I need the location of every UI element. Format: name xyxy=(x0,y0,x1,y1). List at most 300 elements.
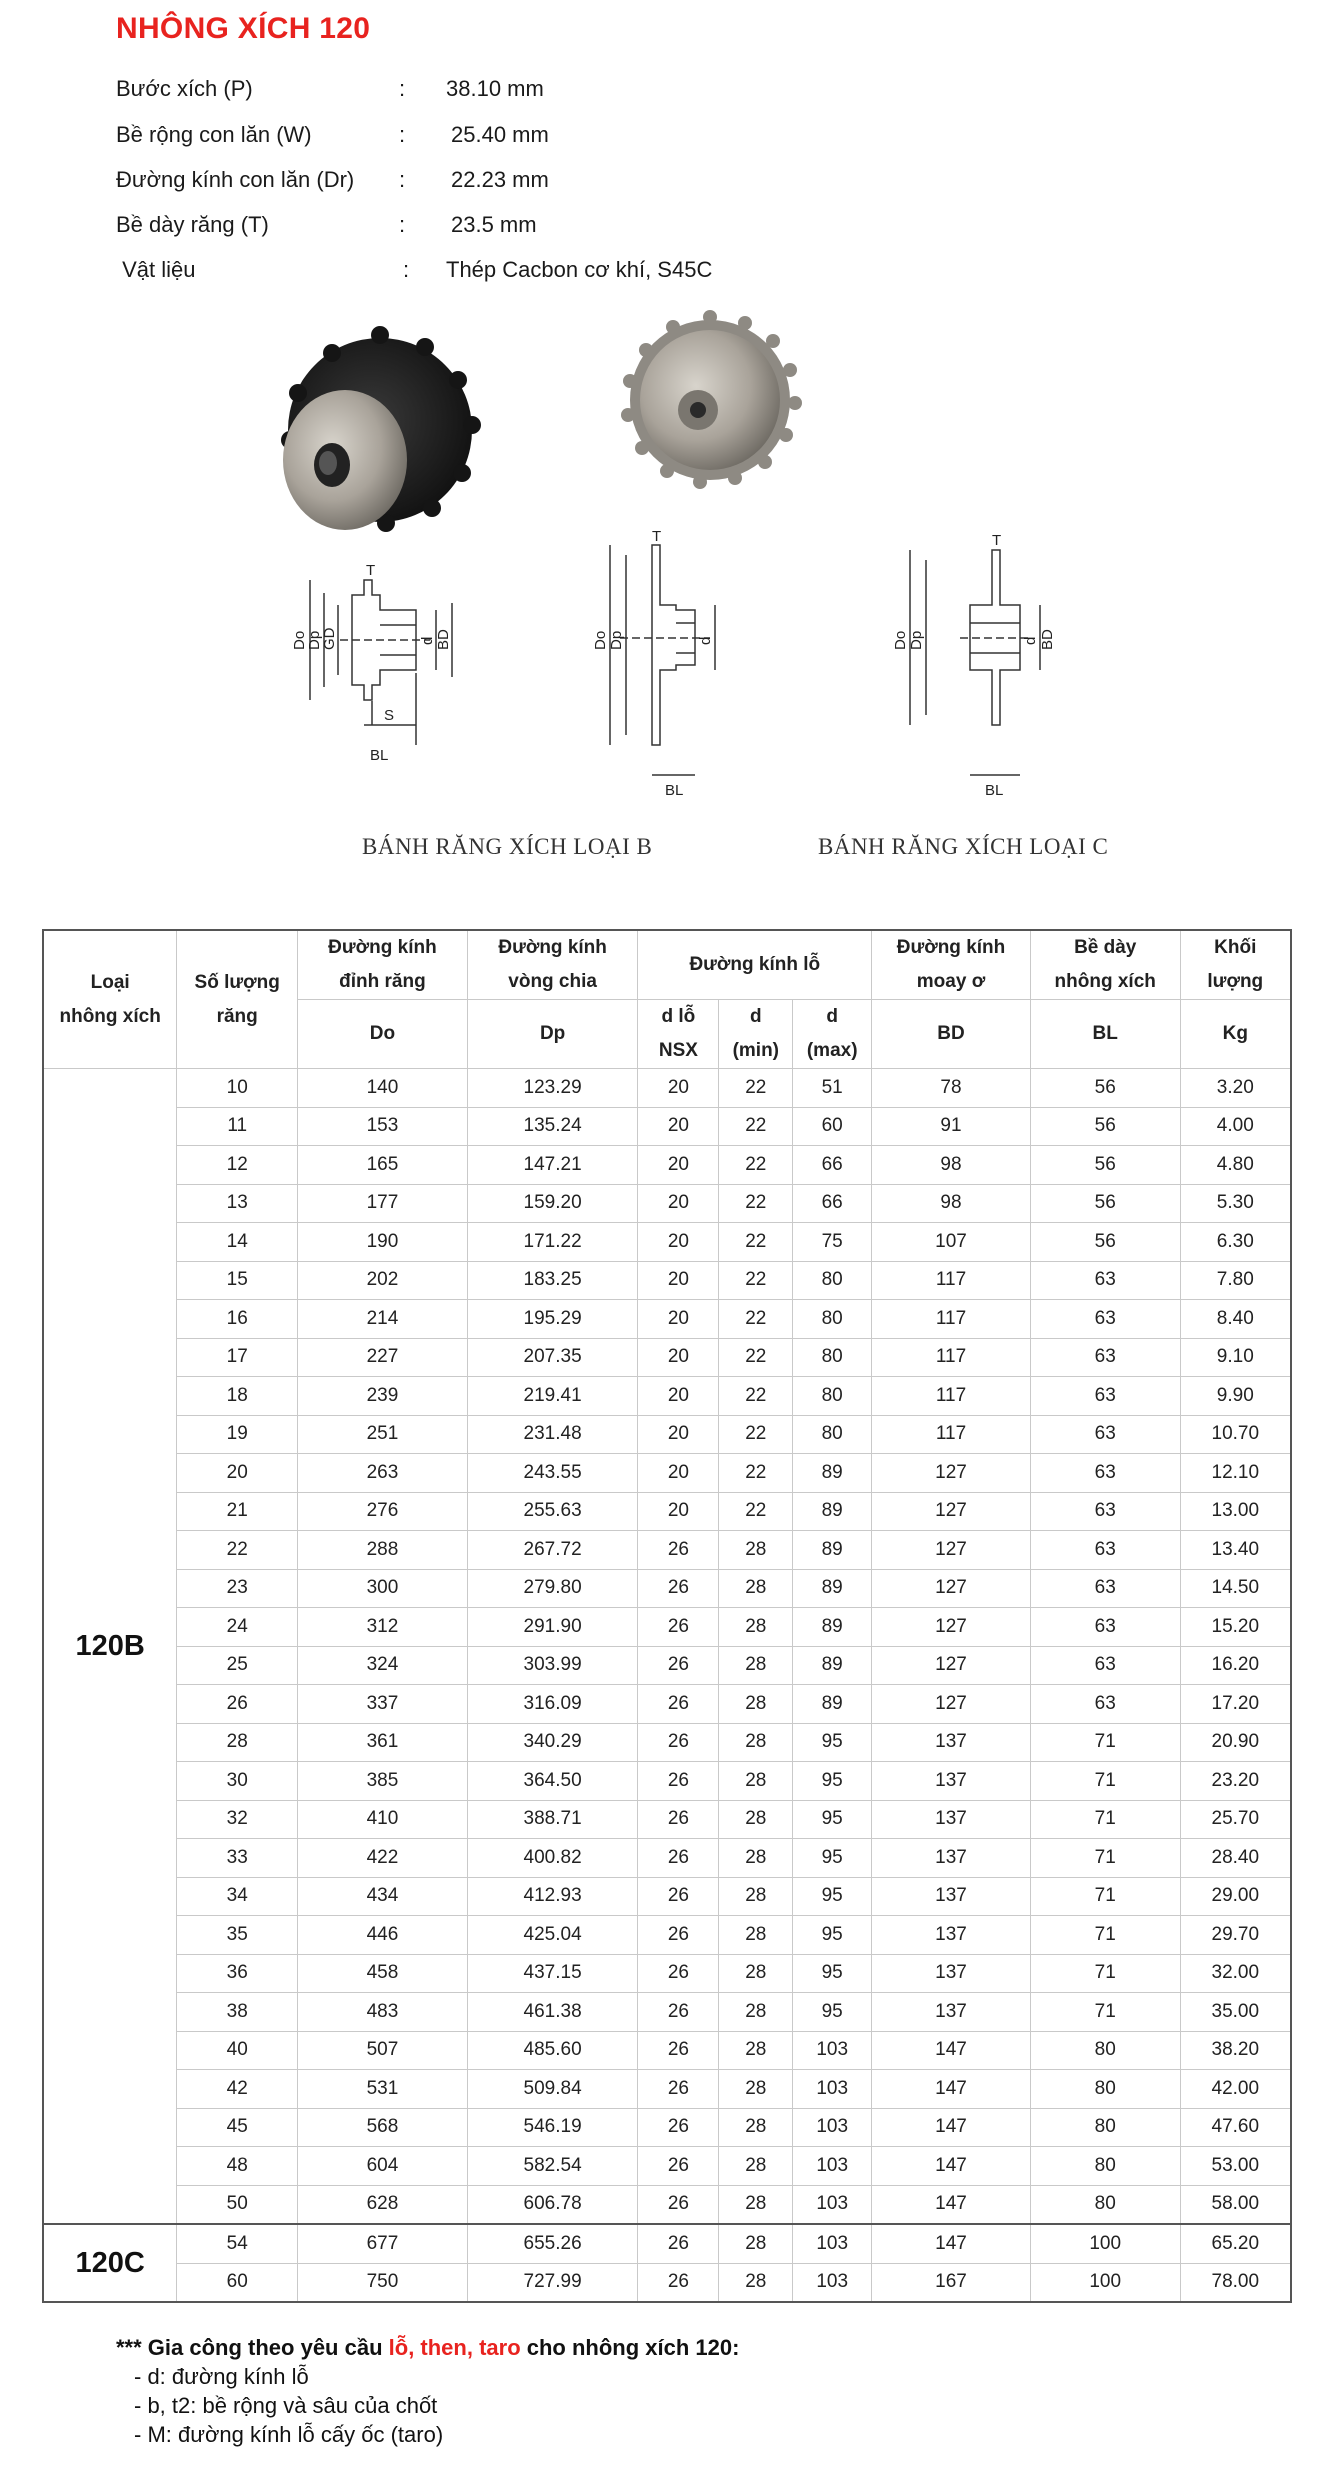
sprocket-photo-b xyxy=(281,326,481,532)
table-row xyxy=(43,1569,1291,1608)
table-cell: 42 xyxy=(177,2070,298,2109)
table-cell: 337 xyxy=(298,1685,468,1724)
header-line: Đường kính xyxy=(498,937,607,958)
table-cell: 26 xyxy=(638,1646,719,1685)
table-cell: 35.00 xyxy=(1180,1993,1291,2032)
header-line: (max) xyxy=(806,1040,858,1061)
table-cell: 13.40 xyxy=(1180,1531,1291,1570)
table-cell: 63 xyxy=(1030,1261,1180,1300)
table-cell: 91 xyxy=(872,1107,1031,1146)
table-cell: 582.54 xyxy=(467,2147,638,2186)
table-cell: 28 xyxy=(719,2031,793,2070)
table-cell: 28 xyxy=(719,1531,793,1570)
table-cell: 95 xyxy=(793,1916,872,1955)
table-cell: 22 xyxy=(719,1415,793,1454)
table-cell: 127 xyxy=(872,1454,1031,1493)
header-line: lượng xyxy=(1207,971,1264,992)
subheader-dp: Dp xyxy=(467,1000,638,1069)
header-line: Đường kính xyxy=(896,937,1006,958)
drawing-c-labels xyxy=(892,532,1056,799)
table-cell: 63 xyxy=(1030,1608,1180,1647)
table-cell: 361 xyxy=(298,1723,468,1762)
table-row xyxy=(43,1107,1291,1146)
table-cell: 26 xyxy=(638,2185,719,2224)
table-cell: 231.48 xyxy=(467,1415,638,1454)
spec-value: 22.23 mm xyxy=(451,167,549,192)
table-cell: 20 xyxy=(638,1300,719,1339)
table-cell: 183.25 xyxy=(467,1261,638,1300)
table-cell: 100 xyxy=(1030,2263,1180,2302)
table-cell: 80 xyxy=(793,1415,872,1454)
table-cell: 6.30 xyxy=(1180,1223,1291,1262)
table-cell: 410 xyxy=(298,1800,468,1839)
table-cell: 21 xyxy=(177,1492,298,1531)
dim-label: BD xyxy=(435,629,452,650)
spec-colon: : xyxy=(403,257,410,282)
table-cell: 507 xyxy=(298,2031,468,2070)
table-row xyxy=(43,2108,1291,2147)
table-cell: 147 xyxy=(872,2031,1031,2070)
header-teeth xyxy=(177,930,298,1069)
spec-value: 25.40 mm xyxy=(451,122,549,147)
table-cell: 137 xyxy=(872,1916,1031,1955)
dim-label: d xyxy=(1022,636,1039,645)
table-cell: 10.70 xyxy=(1180,1415,1291,1454)
table-cell: 15 xyxy=(177,1261,298,1300)
table-cell: 32 xyxy=(177,1800,298,1839)
table-cell: 89 xyxy=(793,1454,872,1493)
table-cell: 20 xyxy=(638,1184,719,1223)
table-cell: 58.00 xyxy=(1180,2185,1291,2224)
table-cell: 65.20 xyxy=(1180,2224,1291,2263)
table-cell: 434 xyxy=(298,1877,468,1916)
table-cell: 89 xyxy=(793,1646,872,1685)
header-type xyxy=(43,930,177,1069)
table-row xyxy=(43,1531,1291,1570)
table-row xyxy=(43,1762,1291,1801)
table-cell: 60 xyxy=(793,1107,872,1146)
table-cell: 26 xyxy=(638,2263,719,2302)
table-cell: 147 xyxy=(872,2147,1031,2186)
table-cell: 202 xyxy=(298,1261,468,1300)
spec-colon: : xyxy=(399,167,406,192)
spec-label: Vật liệu xyxy=(116,257,196,282)
header-kg xyxy=(1180,930,1291,1000)
table-cell: 316.09 xyxy=(467,1685,638,1724)
table-cell: 20 xyxy=(638,1377,719,1416)
note-item: - b, t2: bề rộng và sâu của chốt xyxy=(134,2393,438,2418)
subheader-bd: BD xyxy=(872,1000,1031,1069)
table-cell: 60 xyxy=(177,2263,298,2302)
dim-label: BL xyxy=(985,782,1004,799)
table-cell: 33 xyxy=(177,1839,298,1878)
table-cell: 20 xyxy=(638,1492,719,1531)
table-cell: 26 xyxy=(638,1569,719,1608)
table-cell: 18 xyxy=(177,1377,298,1416)
table-cell: 22 xyxy=(719,1261,793,1300)
table-cell: 63 xyxy=(1030,1531,1180,1570)
table-cell: 12.10 xyxy=(1180,1454,1291,1493)
dim-label: d xyxy=(419,636,436,645)
table-cell: 103 xyxy=(793,2108,872,2147)
table-cell: 95 xyxy=(793,1762,872,1801)
table-cell: 28 xyxy=(719,1916,793,1955)
table-cell: 28 xyxy=(719,1608,793,1647)
table-cell: 25.70 xyxy=(1180,1800,1291,1839)
table-cell: 140 xyxy=(298,1069,468,1108)
table-cell: 28 xyxy=(719,1839,793,1878)
table-cell: 80 xyxy=(1030,2108,1180,2147)
table-cell: 95 xyxy=(793,1839,872,1878)
table-row xyxy=(43,2263,1291,2302)
spec-value: 23.5 mm xyxy=(451,212,537,237)
subheader-bl: BL xyxy=(1030,1000,1180,1069)
notes-prefix: *** Gia công theo yêu cầu xyxy=(116,2335,389,2360)
table-cell: 303.99 xyxy=(467,1646,638,1685)
table-cell: 568 xyxy=(298,2108,468,2147)
table-cell: 32.00 xyxy=(1180,1954,1291,1993)
table-cell: 28 xyxy=(719,1954,793,1993)
table-row xyxy=(43,1993,1291,2032)
table-cell: 26 xyxy=(638,2224,719,2263)
spec-label: Bước xích (P) xyxy=(116,76,253,101)
table-cell: 28 xyxy=(719,2224,793,2263)
header-line: Đường kính xyxy=(328,937,437,958)
table-cell: 95 xyxy=(793,1723,872,1762)
table-cell: 38.20 xyxy=(1180,2031,1291,2070)
table-cell: 103 xyxy=(793,2185,872,2224)
table-cell: 400.82 xyxy=(467,1839,638,1878)
table-cell: 63 xyxy=(1030,1492,1180,1531)
table-cell: 509.84 xyxy=(467,2070,638,2109)
table-cell: 63 xyxy=(1030,1569,1180,1608)
table-cell: 26 xyxy=(638,1993,719,2032)
table-cell: 422 xyxy=(298,1839,468,1878)
table-cell: 80 xyxy=(1030,2147,1180,2186)
table-cell: 66 xyxy=(793,1184,872,1223)
table-cell: 23.20 xyxy=(1180,1762,1291,1801)
table-cell: 117 xyxy=(872,1261,1031,1300)
table-cell: 28 xyxy=(719,2263,793,2302)
table-cell: 22 xyxy=(719,1300,793,1339)
table-cell: 28.40 xyxy=(1180,1839,1291,1878)
table-cell: 26 xyxy=(638,1762,719,1801)
group-label: 120B xyxy=(43,1069,177,2225)
sprocket-photo-a xyxy=(621,310,802,489)
table-cell: 28 xyxy=(719,1762,793,1801)
table-cell: 167 xyxy=(872,2263,1031,2302)
dim-label: Do xyxy=(892,630,909,650)
table-cell: 22 xyxy=(719,1223,793,1262)
subheader-d-nsx xyxy=(638,1000,719,1069)
table-cell: 137 xyxy=(872,1723,1031,1762)
table-cell: 28 xyxy=(719,1685,793,1724)
table-cell: 26 xyxy=(638,1723,719,1762)
table-cell: 20 xyxy=(638,1454,719,1493)
table-cell: 20 xyxy=(638,1415,719,1454)
table-row xyxy=(43,2070,1291,2109)
table-cell: 190 xyxy=(298,1223,468,1262)
dim-label: Dp xyxy=(908,630,925,650)
table-cell: 20 xyxy=(638,1223,719,1262)
table-cell: 531 xyxy=(298,2070,468,2109)
table-cell: 9.10 xyxy=(1180,1338,1291,1377)
table-cell: 16.20 xyxy=(1180,1646,1291,1685)
table-cell: 75 xyxy=(793,1223,872,1262)
table-row xyxy=(43,2031,1291,2070)
dim-label: T xyxy=(366,562,376,579)
spec-label: Đường kính con lăn (Dr) xyxy=(116,167,355,192)
table-cell: 80 xyxy=(1030,2070,1180,2109)
table-cell: 26 xyxy=(638,1685,719,1724)
table-cell: 727.99 xyxy=(467,2263,638,2302)
dim-label: GD xyxy=(321,627,338,650)
table-cell: 227 xyxy=(298,1338,468,1377)
table-cell: 42.00 xyxy=(1180,2070,1291,2109)
header-bl xyxy=(1030,930,1180,1000)
table-cell: 9.90 xyxy=(1180,1377,1291,1416)
caption-type-b: BÁNH RĂNG XÍCH LOẠI B xyxy=(362,834,653,859)
table-cell: 95 xyxy=(793,1877,872,1916)
table-cell: 26 xyxy=(638,1916,719,1955)
header-line: đỉnh răng xyxy=(339,971,426,992)
table-cell: 28 xyxy=(719,1993,793,2032)
header-line: Số lượng xyxy=(194,971,280,993)
header-line: Loại xyxy=(90,971,130,993)
table-cell: 98 xyxy=(872,1146,1031,1185)
table-cell: 458 xyxy=(298,1954,468,1993)
header-line: moay ơ xyxy=(916,971,986,992)
table-cell: 103 xyxy=(793,2070,872,2109)
table-row xyxy=(43,1069,1291,1108)
table-cell: 26 xyxy=(638,2108,719,2147)
table-cell: 26 xyxy=(638,1800,719,1839)
note-item: - d: đường kính lỗ xyxy=(134,2364,309,2389)
table-cell: 655.26 xyxy=(467,2224,638,2263)
table-cell: 123.29 xyxy=(467,1069,638,1108)
table-cell: 100 xyxy=(1030,2224,1180,2263)
table-cell: 28 xyxy=(719,2108,793,2147)
table-cell: 485.60 xyxy=(467,2031,638,2070)
table-cell: 279.80 xyxy=(467,1569,638,1608)
table-cell: 71 xyxy=(1030,1954,1180,1993)
table-cell: 388.71 xyxy=(467,1800,638,1839)
table-cell: 71 xyxy=(1030,1723,1180,1762)
table-cell: 25 xyxy=(177,1646,298,1685)
header-dp xyxy=(467,930,638,1000)
table-cell: 34 xyxy=(177,1877,298,1916)
header-line: d xyxy=(749,1006,762,1027)
table-row xyxy=(43,1223,1291,1262)
table-cell: 147.21 xyxy=(467,1146,638,1185)
table-cell: 5.30 xyxy=(1180,1184,1291,1223)
dim-label: BL xyxy=(665,782,684,799)
table-cell: 12 xyxy=(177,1146,298,1185)
table-row xyxy=(43,1492,1291,1531)
table-cell: 22 xyxy=(719,1454,793,1493)
table-cell: 147 xyxy=(872,2070,1031,2109)
spec-value: Thép Cacbon cơ khí, S45C xyxy=(446,257,713,282)
drawing-type-a xyxy=(610,545,715,775)
table-body xyxy=(43,1069,1291,2303)
table-cell: 28 xyxy=(719,2185,793,2224)
table-cell: 63 xyxy=(1030,1685,1180,1724)
table-cell: 604 xyxy=(298,2147,468,2186)
table-cell: 19 xyxy=(177,1415,298,1454)
table-cell: 63 xyxy=(1030,1646,1180,1685)
table-cell: 177 xyxy=(298,1184,468,1223)
table-cell: 71 xyxy=(1030,1762,1180,1801)
table-cell: 251 xyxy=(298,1415,468,1454)
caption-type-c: BÁNH RĂNG XÍCH LOẠI C xyxy=(818,834,1109,859)
notes-suffix: cho nhông xích 120: xyxy=(520,2335,740,2360)
table-cell: 11 xyxy=(177,1107,298,1146)
table-cell: 483 xyxy=(298,1993,468,2032)
table-cell: 214 xyxy=(298,1300,468,1339)
table-cell: 103 xyxy=(793,2147,872,2186)
table-cell: 48 xyxy=(177,2147,298,2186)
table-row xyxy=(43,1954,1291,1993)
table-cell: 26 xyxy=(638,1954,719,1993)
table-cell: 63 xyxy=(1030,1338,1180,1377)
table-cell: 78.00 xyxy=(1180,2263,1291,2302)
dim-label: BL xyxy=(370,747,389,764)
table-cell: 20 xyxy=(638,1146,719,1185)
table-cell: 29.70 xyxy=(1180,1916,1291,1955)
table-cell: 117 xyxy=(872,1415,1031,1454)
dim-label: Do xyxy=(592,630,609,650)
table-row xyxy=(43,2224,1291,2263)
table-cell: 20 xyxy=(638,1107,719,1146)
group-label: 120C xyxy=(43,2224,177,2302)
table-cell: 606.78 xyxy=(467,2185,638,2224)
table-cell: 165 xyxy=(298,1146,468,1185)
table-row xyxy=(43,1377,1291,1416)
table-cell: 107 xyxy=(872,1223,1031,1262)
table-cell: 50 xyxy=(177,2185,298,2224)
table-cell: 98 xyxy=(872,1184,1031,1223)
table-cell: 54 xyxy=(177,2224,298,2263)
table-cell: 437.15 xyxy=(467,1954,638,1993)
table-cell: 26 xyxy=(638,1877,719,1916)
table-cell: 20 xyxy=(638,1338,719,1377)
table-row xyxy=(43,1646,1291,1685)
table-row xyxy=(43,1723,1291,1762)
table-cell: 159.20 xyxy=(467,1184,638,1223)
table-cell: 135.24 xyxy=(467,1107,638,1146)
table-cell: 446 xyxy=(298,1916,468,1955)
table-cell: 461.38 xyxy=(467,1993,638,2032)
spec-colon: : xyxy=(399,212,406,237)
table-cell: 71 xyxy=(1030,1839,1180,1878)
table-row xyxy=(43,1839,1291,1878)
table-cell: 66 xyxy=(793,1146,872,1185)
table-cell: 255.63 xyxy=(467,1492,638,1531)
table-cell: 103 xyxy=(793,2263,872,2302)
table-cell: 28 xyxy=(177,1723,298,1762)
table-cell: 80 xyxy=(793,1261,872,1300)
table-cell: 276 xyxy=(298,1492,468,1531)
table-cell: 51 xyxy=(793,1069,872,1108)
dim-label: T xyxy=(992,532,1002,549)
table-cell: 80 xyxy=(1030,2031,1180,2070)
table-row xyxy=(43,1415,1291,1454)
spec-colon: : xyxy=(399,122,406,147)
table-cell: 22 xyxy=(719,1184,793,1223)
table-cell: 56 xyxy=(1030,1184,1180,1223)
table-cell: 263 xyxy=(298,1454,468,1493)
spec-label: Bề rộng con lăn (W) xyxy=(116,122,312,147)
dim-label: Do xyxy=(291,630,308,650)
table-cell: 364.50 xyxy=(467,1762,638,1801)
table-cell: 28 xyxy=(719,1646,793,1685)
table-cell: 22 xyxy=(719,1492,793,1531)
table-cell: 95 xyxy=(793,1800,872,1839)
table-cell: 38 xyxy=(177,1993,298,2032)
table-row xyxy=(43,1916,1291,1955)
table-cell: 63 xyxy=(1030,1300,1180,1339)
subheader-d-max xyxy=(793,1000,872,1069)
spec-value: 38.10 mm xyxy=(446,76,544,101)
table-cell: 4.80 xyxy=(1180,1146,1291,1185)
table-cell: 137 xyxy=(872,1800,1031,1839)
spec-table xyxy=(42,929,1292,2303)
table-cell: 89 xyxy=(793,1569,872,1608)
table-cell: 312 xyxy=(298,1608,468,1647)
table-cell: 26 xyxy=(638,1839,719,1878)
table-cell: 147 xyxy=(872,2224,1031,2263)
table-cell: 28 xyxy=(719,1800,793,1839)
header-row xyxy=(43,930,1291,1000)
table-cell: 14.50 xyxy=(1180,1569,1291,1608)
table-cell: 20 xyxy=(638,1069,719,1108)
table-cell: 15.20 xyxy=(1180,1608,1291,1647)
table-cell: 40 xyxy=(177,2031,298,2070)
table-cell: 13.00 xyxy=(1180,1492,1291,1531)
table-cell: 153 xyxy=(298,1107,468,1146)
table-cell: 127 xyxy=(872,1608,1031,1647)
table-cell: 137 xyxy=(872,1762,1031,1801)
spec-colon: : xyxy=(399,76,406,101)
table-cell: 24 xyxy=(177,1608,298,1647)
header-line: răng xyxy=(216,1005,258,1027)
table-cell: 137 xyxy=(872,1993,1031,2032)
table-cell: 137 xyxy=(872,1954,1031,1993)
header-bore: Đường kính lỗ xyxy=(638,930,872,1000)
subheader-do: Do xyxy=(298,1000,468,1069)
table-cell: 207.35 xyxy=(467,1338,638,1377)
table-cell: 288 xyxy=(298,1531,468,1570)
table-row xyxy=(43,1300,1291,1339)
subheader-kg: Kg xyxy=(1180,1000,1291,1069)
header-line: Khối xyxy=(1214,937,1257,958)
table-cell: 23 xyxy=(177,1569,298,1608)
table-cell: 78 xyxy=(872,1069,1031,1108)
table-cell: 340.29 xyxy=(467,1723,638,1762)
table-cell: 26 xyxy=(177,1685,298,1724)
table-cell: 20 xyxy=(177,1454,298,1493)
table-cell: 80 xyxy=(793,1300,872,1339)
table-cell: 137 xyxy=(872,1839,1031,1878)
table-cell: 63 xyxy=(1030,1415,1180,1454)
drawing-type-c xyxy=(910,550,1040,775)
table-cell: 239 xyxy=(298,1377,468,1416)
header-line: nhông xích xyxy=(59,1005,161,1027)
table-cell: 127 xyxy=(872,1685,1031,1724)
table-row xyxy=(43,2147,1291,2186)
table-row xyxy=(43,1877,1291,1916)
table-cell: 147 xyxy=(872,2185,1031,2224)
